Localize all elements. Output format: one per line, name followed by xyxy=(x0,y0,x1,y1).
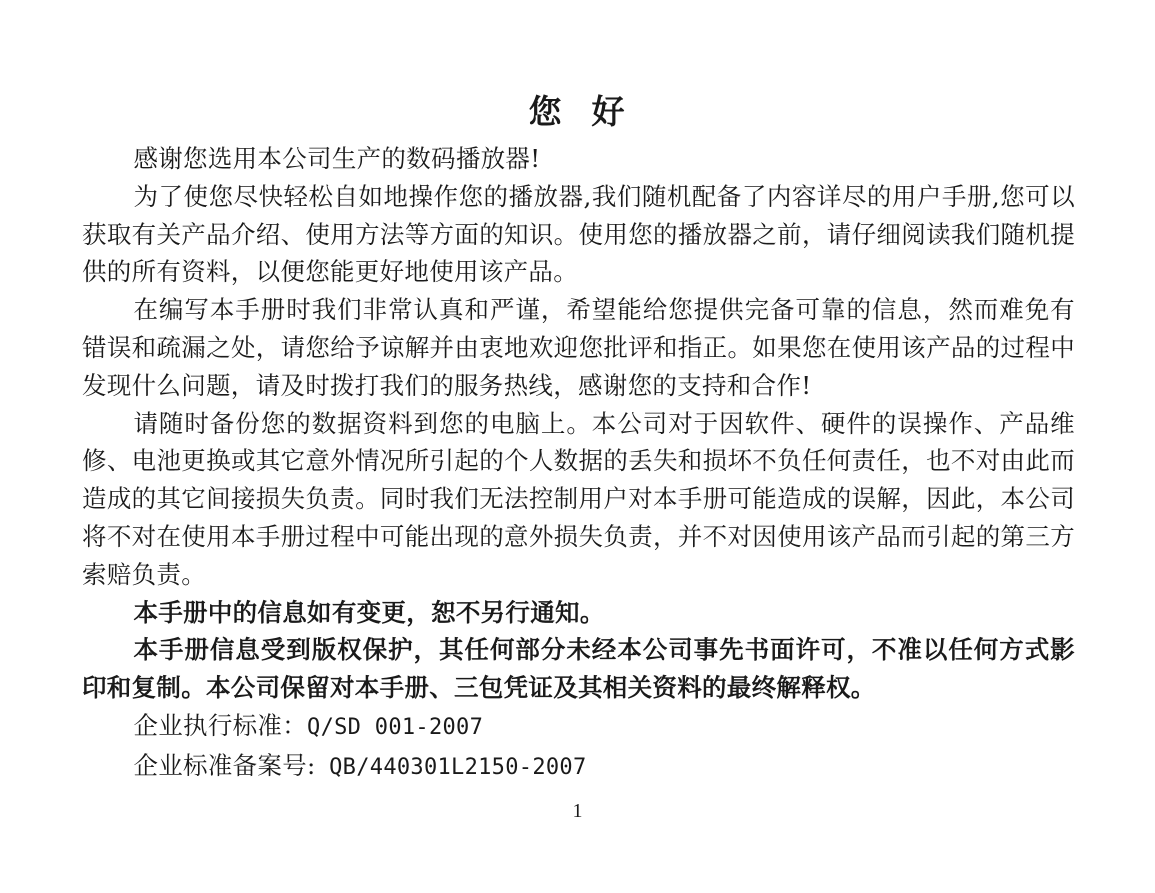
standard-line xyxy=(82,707,1075,747)
change-notice-paragraph: 本手册中的信息如有变更，恕不另行通知。 xyxy=(133,597,605,627)
standard-value: Q/SD 001-2007 xyxy=(307,714,484,740)
filing-label: 企业标准备案号: xyxy=(133,750,316,780)
thanks-paragraph: 感谢您选用本公司生产的数码播放器! xyxy=(133,144,541,173)
filing-line xyxy=(82,747,1075,787)
backup-paragraph: 请随时备份您的数据资料到您的电脑上。本公司对于因软件、硬件的误操作、产品维修、电池更换或其它意外情况所引起的个人数据的丢失和损坏不负任何责任，也不对由此而造成的其它间接损失负责。同时我们无法控制用户对本手册可能造成的误解，因此，本公司将不对在使用本手册过程中可能出现的意外损失负责，并不对因使用该产品而引起的第三方索赔负责。 xyxy=(82,408,1075,589)
document-page xyxy=(82,90,1075,787)
filing-value: QB/440301L2150-2007 xyxy=(315,754,587,780)
copyright-paragraph: 本手册信息受到版权保护，其任何部分未经本公司事先书面许可，不准以任何方式影印和复制。本公司保留对本手册、三包凭证及其相关资料的最终解释权。 xyxy=(82,635,1075,703)
accuracy-paragraph: 在编写本手册时我们非常认真和严谨，希望能给您提供完备可靠的信息，然而难免有错误和疏漏之处，请您给予谅解并由衷地欢迎您批评和指正。如果您在使用该产品的过程中发现什么问题，请及时拨打我们的服务热线，感谢您的支持和合作! xyxy=(82,295,1075,400)
title-part-2: 好 xyxy=(591,92,629,131)
title-part-1: 您 xyxy=(528,92,566,131)
page-title xyxy=(82,90,1075,134)
intro-paragraph: 为了使您尽快轻松自如地操作您的播放器,我们随机配备了内容详尽的用户手册,您可以获取有关产品介绍、使用方法等方面的知识。使用您的播放器之前，请仔细阅读我们随机提供的所有资料，以便您能更好地使用该产品。 xyxy=(82,181,1075,287)
page-number: 1 xyxy=(572,800,583,822)
standard-label: 企业执行标准： xyxy=(133,710,308,740)
